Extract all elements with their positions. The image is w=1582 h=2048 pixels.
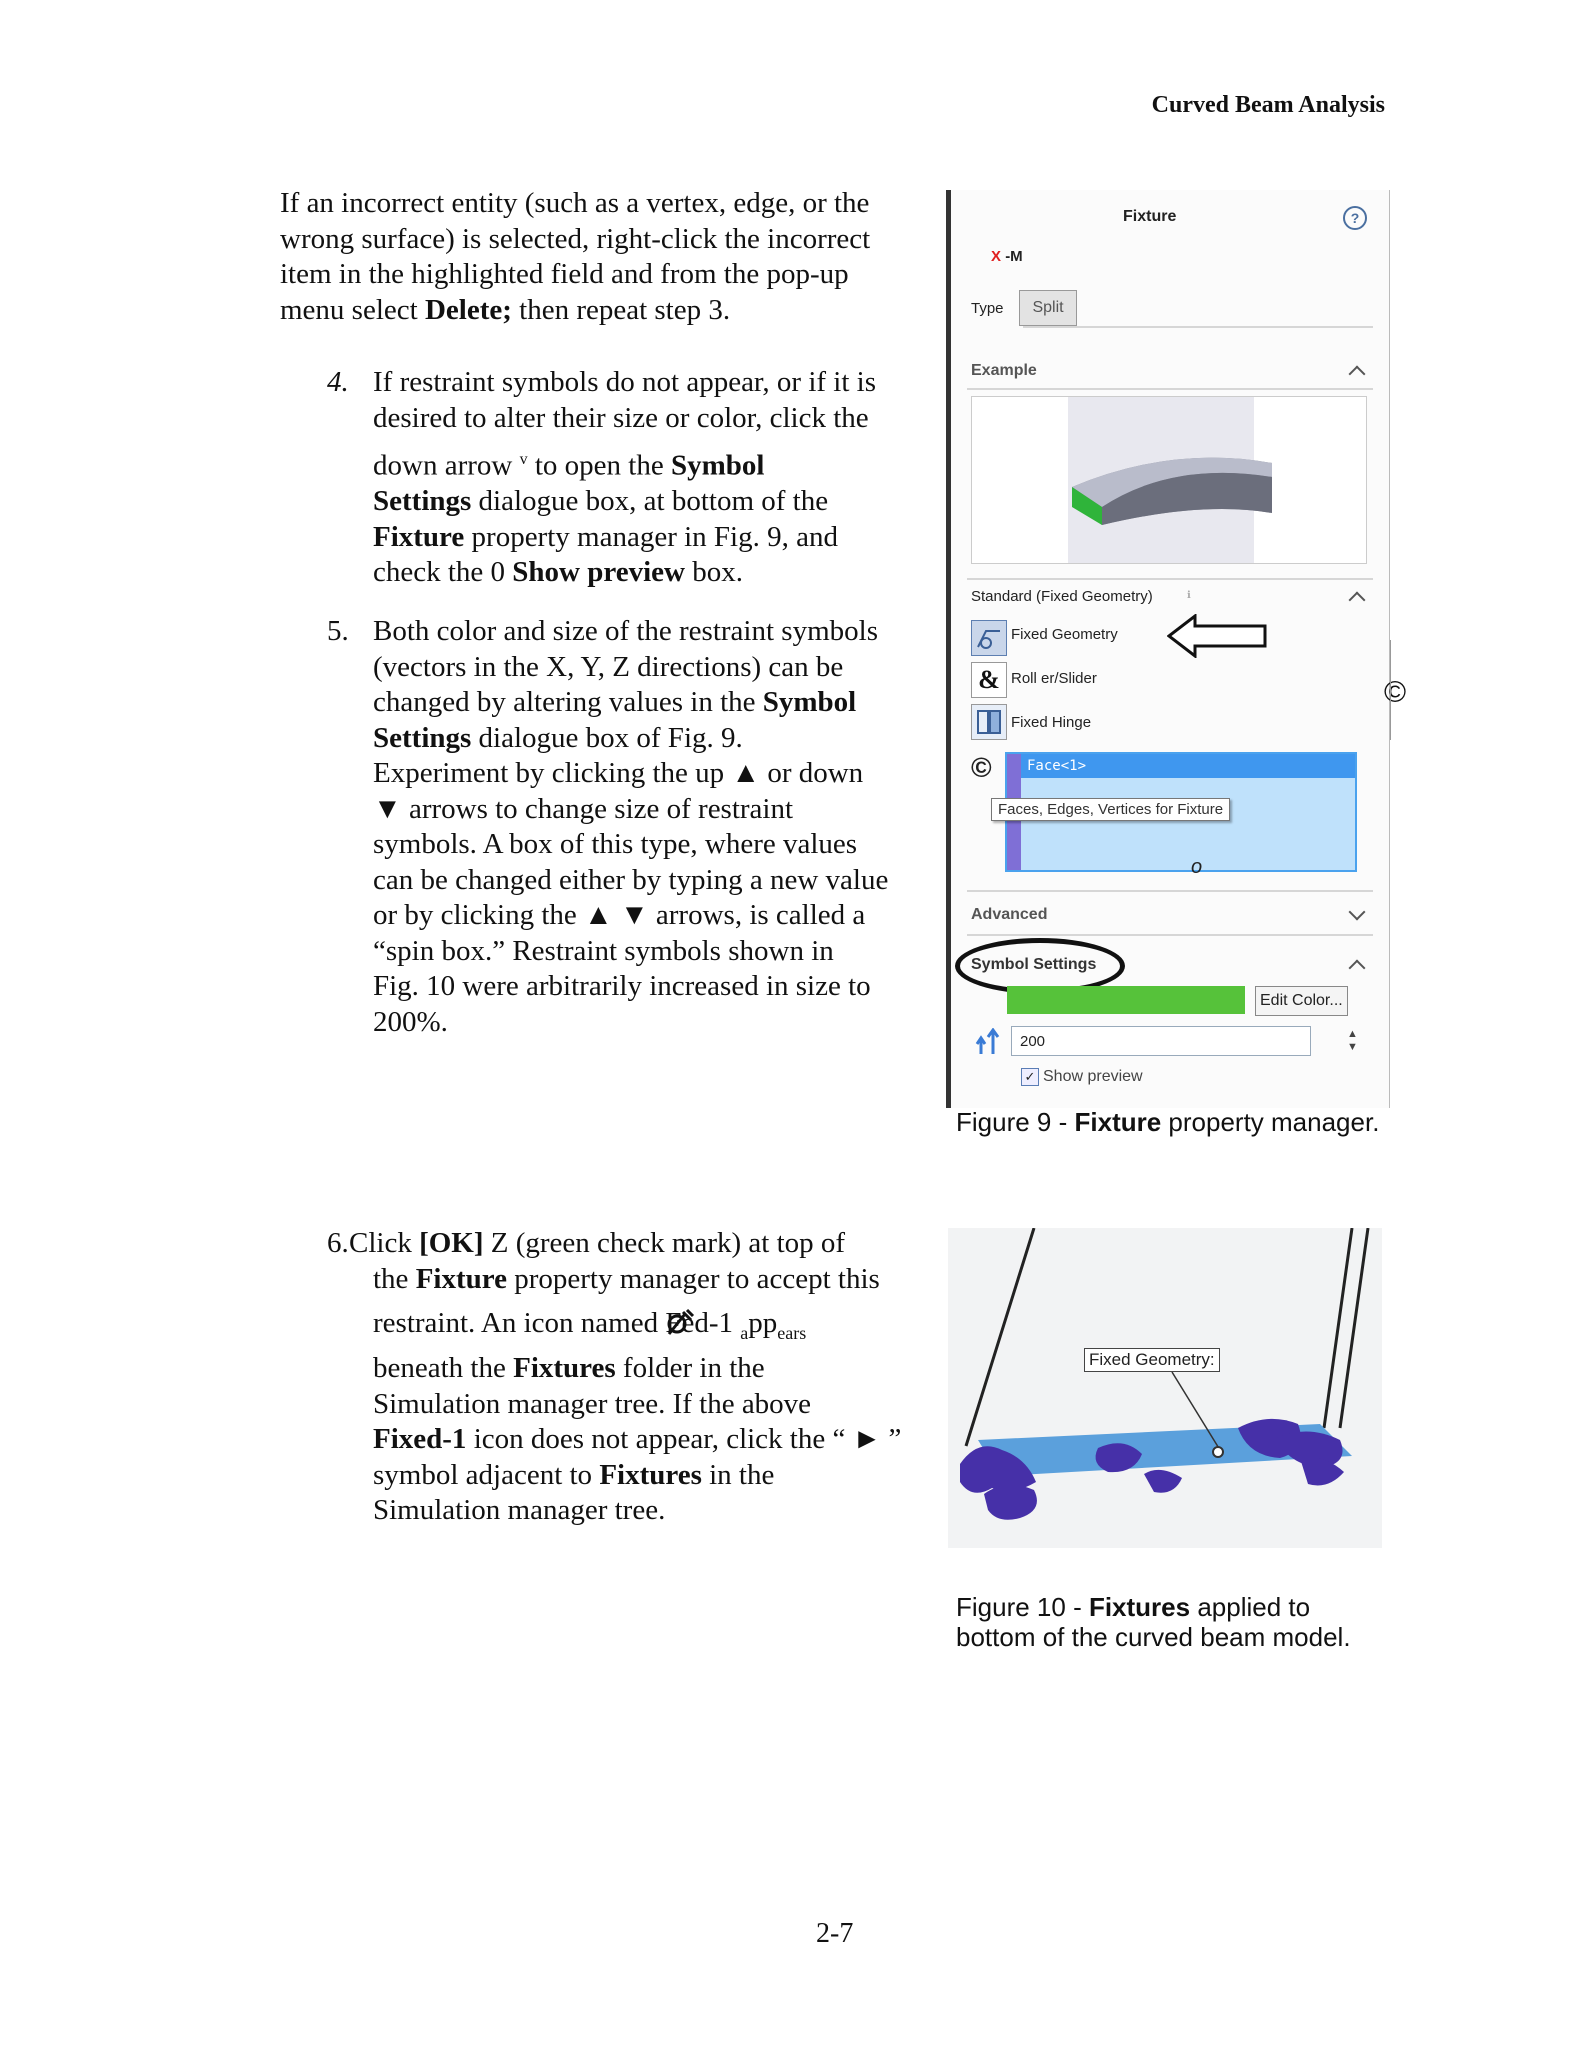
intro-paragraph: [280, 186, 920, 328]
step4-bold: Settings: [373, 485, 472, 518]
step5-line: Both color and size of the restraint symbols: [373, 615, 878, 647]
edit-color-button[interactable]: Edit Color...: [1255, 986, 1348, 1016]
standard-label: Standard (Fixed Geometry): [971, 588, 1153, 605]
fixtures-figure: [948, 1228, 1382, 1548]
cancel-button[interactable]: [991, 248, 1023, 265]
intro-bold-delete: Delete;: [424, 293, 512, 326]
step6-line: [373, 1306, 947, 1351]
fixtures-render: [948, 1228, 1382, 1548]
cancel-x-icon: X: [991, 248, 1002, 265]
step4-bold: Fixture: [373, 520, 465, 553]
step4-bold: Symbol: [670, 449, 765, 482]
step6-text: the: [373, 1262, 416, 1295]
chevron-up-icon[interactable]: [1349, 960, 1366, 977]
step5-line: [373, 721, 947, 757]
fixed-geometry-callout: Fixed Geometry:: [1084, 1348, 1220, 1372]
symbol-color-swatch: [1007, 986, 1245, 1014]
caption-text: Figure 9 -: [956, 1107, 1075, 1137]
step6-text: Z (green check mark) at top of: [483, 1227, 846, 1259]
symbol-settings-section[interactable]: Symbol Settings: [971, 956, 1097, 973]
step4-text: property manager in Fig. 9, and: [464, 520, 838, 553]
step4-text: box.: [684, 556, 743, 589]
intro-text: menu select: [280, 293, 425, 326]
roller-slider-option[interactable]: Roll er/Slider: [1011, 670, 1097, 687]
step4-text: check the 0: [373, 556, 513, 589]
step4-text: to open the: [527, 449, 671, 482]
copyright-mark: ©: [971, 752, 992, 783]
step6-bold: [OK]: [419, 1227, 484, 1259]
curved-beam-image: [1062, 425, 1282, 535]
step6-line: [373, 1422, 947, 1458]
help-icon[interactable]: ?: [1343, 206, 1367, 230]
step4-line: [373, 484, 927, 520]
step4-line: [373, 442, 927, 484]
copyright-mark: ©: [1384, 676, 1407, 709]
chevron-down-icon[interactable]: [1349, 904, 1366, 921]
step6-text: in the: [701, 1458, 775, 1491]
fixed-geometry-option[interactable]: Fixed Geometry: [1011, 626, 1118, 643]
step5-line: Experiment by clicking the up ▲ or down: [373, 757, 864, 789]
chevron-up-icon[interactable]: [1349, 592, 1366, 609]
caption-line: [956, 1592, 1351, 1622]
step5-line: [373, 685, 947, 721]
fixed-hinge-icon[interactable]: [971, 704, 1007, 740]
step6-line: [373, 1262, 947, 1298]
tab-divider: [1023, 326, 1373, 328]
step6-text: ed-1: [681, 1307, 741, 1339]
step-number: 5.: [327, 615, 349, 647]
caption-line: bottom of the curved beam model.: [956, 1622, 1351, 1652]
symbol-size-spinbox[interactable]: 200: [1011, 1026, 1311, 1056]
step-number: 4.: [327, 366, 349, 398]
example-preview: [971, 396, 1367, 564]
step4-text: dialogue box, at bottom of the: [471, 485, 829, 518]
step6-text: folder in the: [615, 1352, 765, 1385]
step4-line: [373, 555, 927, 591]
step6-sub: a: [740, 1322, 749, 1343]
intro-line-1: If an incorrect entity (such as a vertex, edge, or the: [280, 187, 870, 219]
step4-line: If restraint symbols do not appear, or if it is: [373, 366, 877, 398]
running-header: Curved Beam Analysis: [1151, 92, 1385, 118]
step5-line: “spin box.” Restraint symbols shown in: [373, 934, 834, 967]
stray-mark: o: [1191, 856, 1203, 878]
example-label: Example: [971, 362, 1037, 379]
down-arrow-glyph: v: [519, 451, 528, 468]
step6-text: icon does not appear, click the “ ► ”: [466, 1423, 902, 1456]
step4-line: [373, 520, 927, 556]
step-5: [327, 614, 947, 1040]
step-6: [327, 1226, 947, 1529]
show-preview-label: Show preview: [1043, 1068, 1143, 1085]
step4-bold: Show preview: [512, 556, 685, 589]
step6-line: [373, 1458, 947, 1494]
info-mark: ℹ: [1187, 590, 1191, 601]
step6-text: property manager to accept this: [506, 1262, 880, 1295]
tab-type[interactable]: Type: [971, 300, 1004, 317]
chevron-up-icon[interactable]: [1349, 366, 1366, 383]
divider: [967, 890, 1373, 892]
symbol-size-icon: [975, 1028, 1005, 1056]
fixed-geometry-icon[interactable]: [971, 620, 1007, 656]
step5-line: (vectors in the X, Y, Z directions) can be: [373, 650, 844, 683]
step6-line: [373, 1351, 947, 1387]
step6-text: restraint. An icon named F: [373, 1307, 682, 1339]
step5-text: changed by altering values in the: [373, 686, 763, 718]
step4-text: down arrow: [373, 449, 520, 482]
step5-bold: Settings: [373, 721, 472, 754]
step5-line: can be changed either by typing a new value: [373, 863, 889, 896]
step6-bold: Fixture: [415, 1262, 507, 1295]
roller-slider-icon[interactable]: &: [971, 662, 1007, 698]
arrow-left-icon: [1167, 614, 1267, 658]
step6-text: pp: [748, 1307, 778, 1339]
selection-tooltip: Faces, Edges, Vertices for Fixture: [991, 798, 1230, 821]
step-4: [327, 365, 927, 591]
step6-text: symbol adjacent to: [373, 1458, 600, 1491]
step5-line: symbols. A box of this type, where values: [373, 828, 858, 860]
intro-text: then repeat step 3.: [511, 293, 731, 326]
step6-sub: ears: [777, 1322, 807, 1343]
bracket-line: [1382, 640, 1391, 740]
step6-line: [349, 1226, 947, 1262]
spin-arrows-icon[interactable]: ▲ ▼: [1347, 1028, 1358, 1053]
step5-line: 200%.: [373, 1005, 448, 1038]
figure-10-caption: [956, 1592, 1351, 1652]
divider: [967, 578, 1373, 580]
panel-title: Fixture: [1123, 208, 1177, 225]
step6-bold: Fixed-1: [373, 1423, 467, 1456]
caption-text: property manager.: [1161, 1107, 1380, 1137]
step6-text: beneath the: [373, 1352, 514, 1385]
step-number: 6.: [327, 1227, 349, 1259]
page-number: 2-7: [816, 1918, 854, 1949]
step5-text: dialogue box of Fig. 9.: [471, 721, 743, 754]
intro-line-4: [280, 293, 920, 329]
caption-bold: Fixtures: [1088, 1592, 1191, 1622]
figure-9-caption: [956, 1107, 1379, 1137]
caption-text: applied to: [1190, 1592, 1311, 1622]
step5-line: or by clicking the ▲ ▼ arrows, is called a: [373, 899, 866, 931]
divider: [967, 388, 1373, 390]
step6-bold: Fixtures: [513, 1352, 616, 1385]
show-preview-checkbox[interactable]: ✓: [1021, 1068, 1039, 1086]
selected-face-item[interactable]: Face<1>: [1021, 754, 1355, 778]
step6-line: Simulation manager tree.: [373, 1494, 666, 1527]
fixture-property-manager: [946, 190, 1390, 1108]
caption-bold: Fixture: [1074, 1107, 1162, 1137]
intro-line-2: wrong surface) is selected, right-click the incorrect: [280, 222, 871, 255]
advanced-section[interactable]: Advanced: [971, 906, 1048, 923]
tab-split[interactable]: Split: [1019, 290, 1077, 326]
fixed-hinge-option[interactable]: Fixed Hinge: [1011, 714, 1092, 731]
divider: [967, 934, 1373, 936]
caption-text: Figure 10 -: [956, 1592, 1089, 1622]
step5-line: Fig. 10 were arbitrarily increased in size to: [373, 970, 871, 1002]
cancel-label: -M: [1005, 248, 1023, 265]
step4-line: desired to alter their size or color, click the: [373, 401, 869, 434]
step6-bold: Fixtures: [599, 1458, 702, 1491]
step6-text: Click: [349, 1227, 420, 1259]
intro-line-3: item in the highlighted field and from the pop-up: [280, 258, 849, 290]
step5-line: ▼ arrows to change size of restraint: [373, 792, 794, 825]
step6-line: Simulation manager tree. If the above: [373, 1387, 812, 1420]
step5-bold: Symbol: [762, 686, 857, 718]
